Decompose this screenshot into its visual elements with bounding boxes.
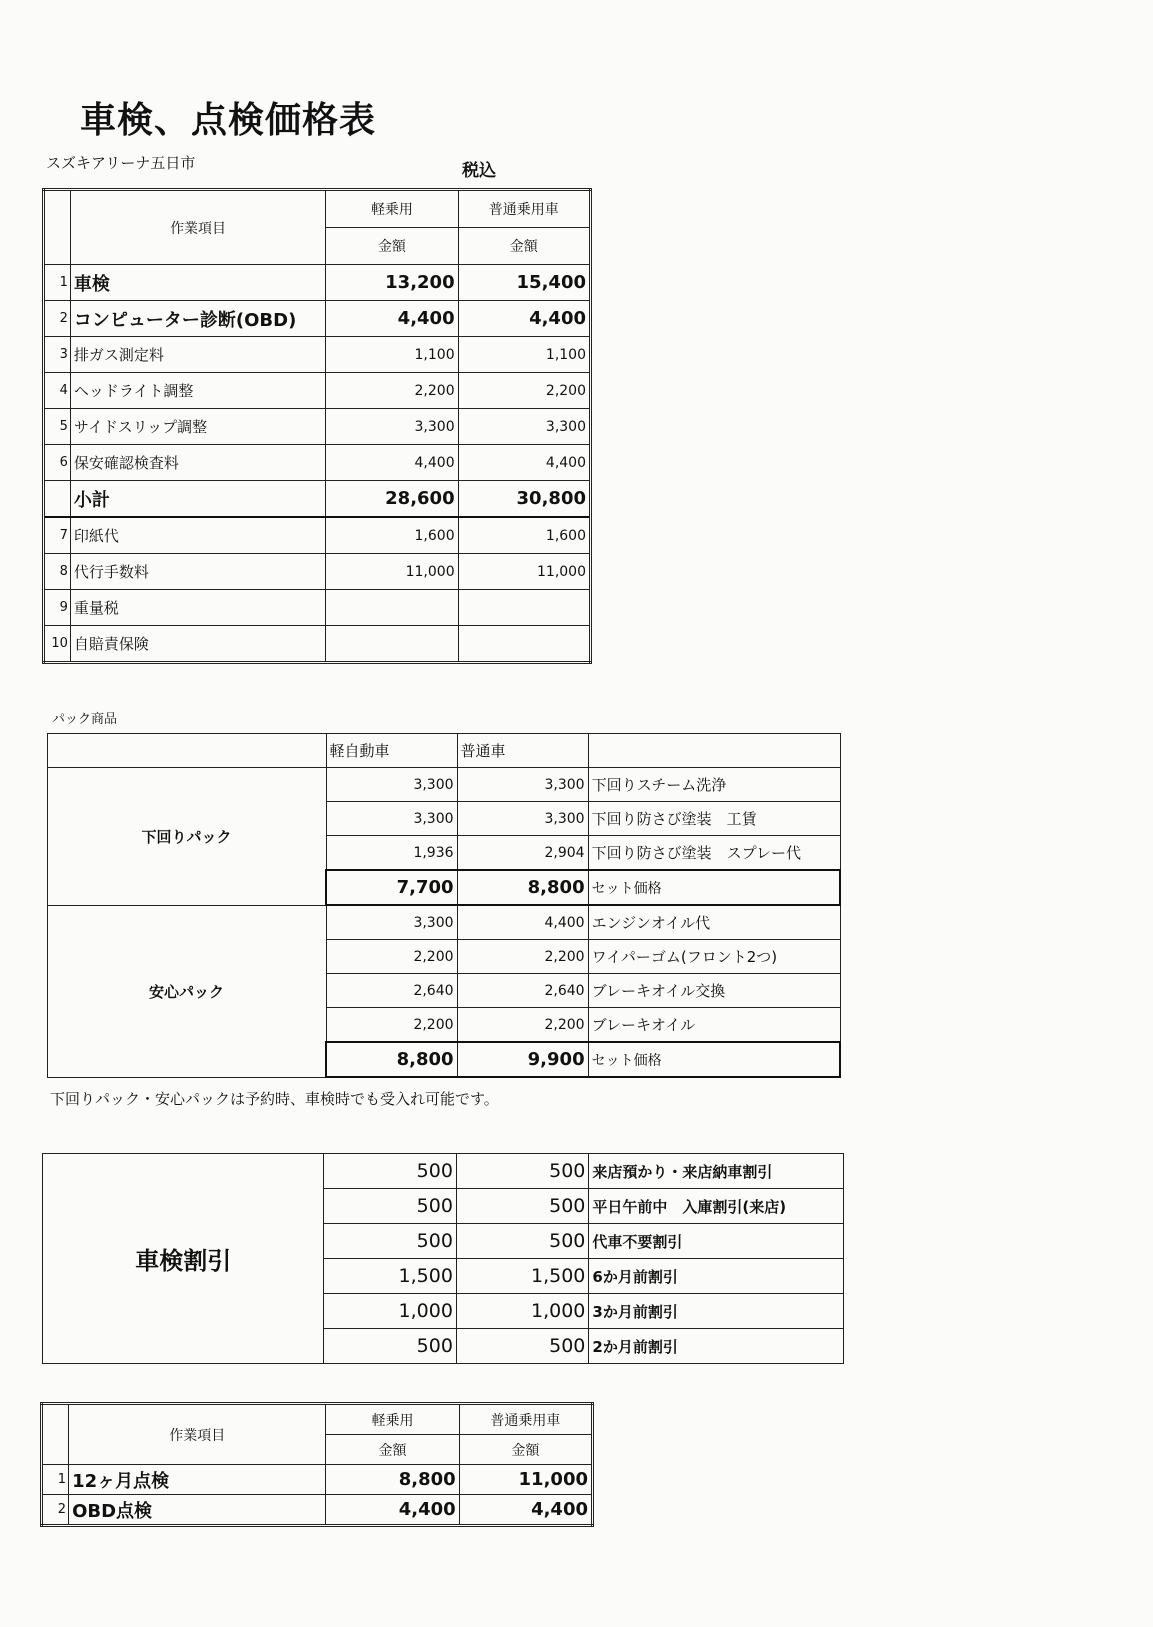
shop-name: スズキアリーナ五日市 bbox=[46, 154, 196, 172]
table-row bbox=[44, 590, 591, 626]
discount-table bbox=[42, 1153, 844, 1364]
discount-futsu: 500 bbox=[456, 1329, 588, 1364]
pack-note: 下回りパック・安心パックは予約時、車検時でも受入れ可能です。 bbox=[50, 1090, 499, 1108]
futsu-price: 4,400 bbox=[458, 301, 590, 337]
pack-item-desc: 下回り防さび塗装 工賃 bbox=[588, 802, 840, 836]
discount-desc: 代車不要割引 bbox=[589, 1224, 844, 1259]
kei-price: 13,200 bbox=[326, 265, 458, 301]
table-row bbox=[44, 373, 591, 409]
item-name: 車検 bbox=[70, 265, 325, 301]
row-number: 1 bbox=[44, 265, 71, 301]
set-kei-price: 7,700 bbox=[326, 870, 457, 905]
pack-futsu-price: 2,904 bbox=[457, 836, 588, 871]
table-row bbox=[44, 409, 591, 445]
discount-kei: 1,000 bbox=[324, 1294, 456, 1329]
item-name: コンピューター診断(OBD) bbox=[70, 301, 325, 337]
set-price-label: セット価格 bbox=[588, 1042, 840, 1077]
row-number: 2 bbox=[44, 301, 71, 337]
table-row bbox=[44, 301, 591, 337]
kei-price: 11,000 bbox=[326, 554, 458, 590]
pack-futsu-price: 4,400 bbox=[457, 905, 588, 940]
periodic-inspection-table bbox=[40, 1402, 594, 1527]
set-futsu-price: 8,800 bbox=[457, 870, 588, 905]
subtotal-label: 小計 bbox=[70, 481, 325, 518]
discount-futsu: 1,000 bbox=[456, 1294, 588, 1329]
inspection-rows bbox=[44, 265, 591, 481]
periodic-item-header: 作業項目 bbox=[69, 1404, 326, 1465]
discount-kei: 500 bbox=[324, 1154, 456, 1189]
pack-name: 安心パック bbox=[48, 905, 327, 1077]
pack-item-desc: ブレーキオイル bbox=[588, 1008, 840, 1043]
row-number: 1 bbox=[42, 1465, 69, 1495]
futsu-price: 1,600 bbox=[458, 517, 590, 554]
row-number: 7 bbox=[44, 517, 71, 554]
undercarriage-pack bbox=[48, 768, 841, 906]
discount-desc: 6か月前割引 bbox=[589, 1259, 844, 1294]
futsu-price bbox=[458, 590, 590, 626]
pack-kei-price: 3,300 bbox=[326, 905, 457, 940]
periodic-kei-amount-header: 金額 bbox=[326, 1435, 459, 1465]
tax-label: 税込 bbox=[462, 161, 496, 181]
pack-item-desc: 下回りスチーム洗浄 bbox=[588, 768, 840, 802]
pack-item-desc: ブレーキオイル交換 bbox=[588, 974, 840, 1008]
table-row bbox=[48, 768, 841, 802]
pack-name: 下回りパック bbox=[48, 768, 327, 906]
row-number: 5 bbox=[44, 409, 71, 445]
table-row bbox=[48, 905, 841, 940]
table-row bbox=[44, 554, 591, 590]
futsu-price: 11,000 bbox=[458, 554, 590, 590]
periodic-kei-header: 軽乗用 bbox=[326, 1404, 459, 1435]
discount-desc: 来店預かり・来店納車割引 bbox=[589, 1154, 844, 1189]
table-row bbox=[42, 1495, 593, 1526]
row-number: 8 bbox=[44, 554, 71, 590]
subtotal-futsu: 30,800 bbox=[458, 481, 590, 518]
pack-item-desc: エンジンオイル代 bbox=[588, 905, 840, 940]
pack-futsu-price: 2,200 bbox=[457, 1008, 588, 1043]
kei-price: 3,300 bbox=[326, 409, 458, 445]
pack-futsu-price: 3,300 bbox=[457, 768, 588, 802]
pack-kei-price: 2,200 bbox=[326, 1008, 457, 1043]
table-row bbox=[44, 265, 591, 301]
futsu-price: 4,400 bbox=[459, 1495, 592, 1526]
pack-kei-price: 2,200 bbox=[326, 940, 457, 974]
item-header: 作業項目 bbox=[70, 190, 325, 265]
kei-amount-header: 金額 bbox=[326, 228, 458, 265]
item-name: 保安確認検査料 bbox=[70, 445, 325, 481]
discount-desc: 3か月前割引 bbox=[589, 1294, 844, 1329]
discount-desc: 平日午前中 入庫割引(来店) bbox=[589, 1189, 844, 1224]
pack-item-desc: ワイパーゴム(フロント2つ) bbox=[588, 940, 840, 974]
kei-price: 4,400 bbox=[326, 445, 458, 481]
row-number: 6 bbox=[44, 445, 71, 481]
item-name: ヘッドライト調整 bbox=[70, 373, 325, 409]
futsu-price bbox=[458, 626, 590, 663]
table-row bbox=[44, 517, 591, 554]
row-number: 9 bbox=[44, 590, 71, 626]
futsu-price: 3,300 bbox=[458, 409, 590, 445]
futsu-price: 11,000 bbox=[459, 1465, 592, 1495]
item-name: 印紙代 bbox=[70, 517, 325, 554]
table-row bbox=[44, 626, 591, 663]
set-futsu-price: 9,900 bbox=[457, 1042, 588, 1077]
kei-header: 軽乗用 bbox=[326, 190, 458, 228]
discount-kei: 500 bbox=[324, 1224, 456, 1259]
discount-kei: 500 bbox=[324, 1189, 456, 1224]
inspection-price-table bbox=[42, 188, 592, 664]
kei-price: 1,100 bbox=[326, 337, 458, 373]
kei-price: 1,600 bbox=[326, 517, 458, 554]
set-price-label: セット価格 bbox=[588, 870, 840, 905]
futsu-price: 1,100 bbox=[458, 337, 590, 373]
index-header bbox=[44, 190, 71, 265]
item-name: サイドスリップ調整 bbox=[70, 409, 325, 445]
pack-item-desc: 下回り防さび塗装 スプレー代 bbox=[588, 836, 840, 871]
anshin-pack bbox=[48, 905, 841, 1077]
kei-price: 4,400 bbox=[326, 301, 458, 337]
futsu-price: 4,400 bbox=[458, 445, 590, 481]
pack-kei-price: 2,640 bbox=[326, 974, 457, 1008]
table-row bbox=[42, 1465, 593, 1495]
item-name: 12ヶ月点検 bbox=[69, 1465, 326, 1495]
pack-futsu-price: 3,300 bbox=[457, 802, 588, 836]
discount-kei: 500 bbox=[324, 1329, 456, 1364]
futsu-price: 2,200 bbox=[458, 373, 590, 409]
row-number: 4 bbox=[44, 373, 71, 409]
pack-table bbox=[47, 733, 841, 1078]
pack-kei-header: 軽自動車 bbox=[326, 734, 457, 768]
pack-kei-price: 3,300 bbox=[326, 768, 457, 802]
item-name: OBD点検 bbox=[69, 1495, 326, 1526]
set-kei-price: 8,800 bbox=[326, 1042, 457, 1077]
discount-kei: 1,500 bbox=[324, 1259, 456, 1294]
kei-price bbox=[326, 590, 458, 626]
pack-futsu-price: 2,200 bbox=[457, 940, 588, 974]
periodic-futsu-header: 普通乗用車 bbox=[459, 1404, 592, 1435]
item-name: 代行手数料 bbox=[70, 554, 325, 590]
kei-price: 4,400 bbox=[326, 1495, 459, 1526]
pack-kei-price: 3,300 bbox=[326, 802, 457, 836]
futsu-header: 普通乗用車 bbox=[458, 190, 590, 228]
discount-desc: 2か月前割引 bbox=[589, 1329, 844, 1364]
item-name: 自賠責保険 bbox=[70, 626, 325, 663]
discount-futsu: 500 bbox=[456, 1154, 588, 1189]
periodic-futsu-amount-header: 金額 bbox=[459, 1435, 592, 1465]
kei-price: 2,200 bbox=[326, 373, 458, 409]
kei-price: 8,800 bbox=[326, 1465, 459, 1495]
pack-section-label: パック商品 bbox=[52, 712, 118, 727]
pack-futsu-price: 2,640 bbox=[457, 974, 588, 1008]
discount-futsu: 500 bbox=[456, 1189, 588, 1224]
page-title: 車検、点検価格表 bbox=[80, 100, 377, 141]
table-row bbox=[43, 1154, 844, 1189]
pack-futsu-header: 普通車 bbox=[457, 734, 588, 768]
row-number: 10 bbox=[44, 626, 71, 663]
discount-futsu: 500 bbox=[456, 1224, 588, 1259]
item-name: 排ガス測定料 bbox=[70, 337, 325, 373]
table-row bbox=[44, 337, 591, 373]
futsu-amount-header: 金額 bbox=[458, 228, 590, 265]
pack-kei-price: 1,936 bbox=[326, 836, 457, 871]
item-name: 重量税 bbox=[70, 590, 325, 626]
kei-price bbox=[326, 626, 458, 663]
row-number: 3 bbox=[44, 337, 71, 373]
row-number: 2 bbox=[42, 1495, 69, 1526]
futsu-price: 15,400 bbox=[458, 265, 590, 301]
discount-futsu: 1,500 bbox=[456, 1259, 588, 1294]
inspection-rows-2 bbox=[44, 517, 591, 663]
discount-name: 車検割引 bbox=[43, 1154, 324, 1364]
subtotal-kei: 28,600 bbox=[326, 481, 458, 518]
table-row bbox=[44, 445, 591, 481]
